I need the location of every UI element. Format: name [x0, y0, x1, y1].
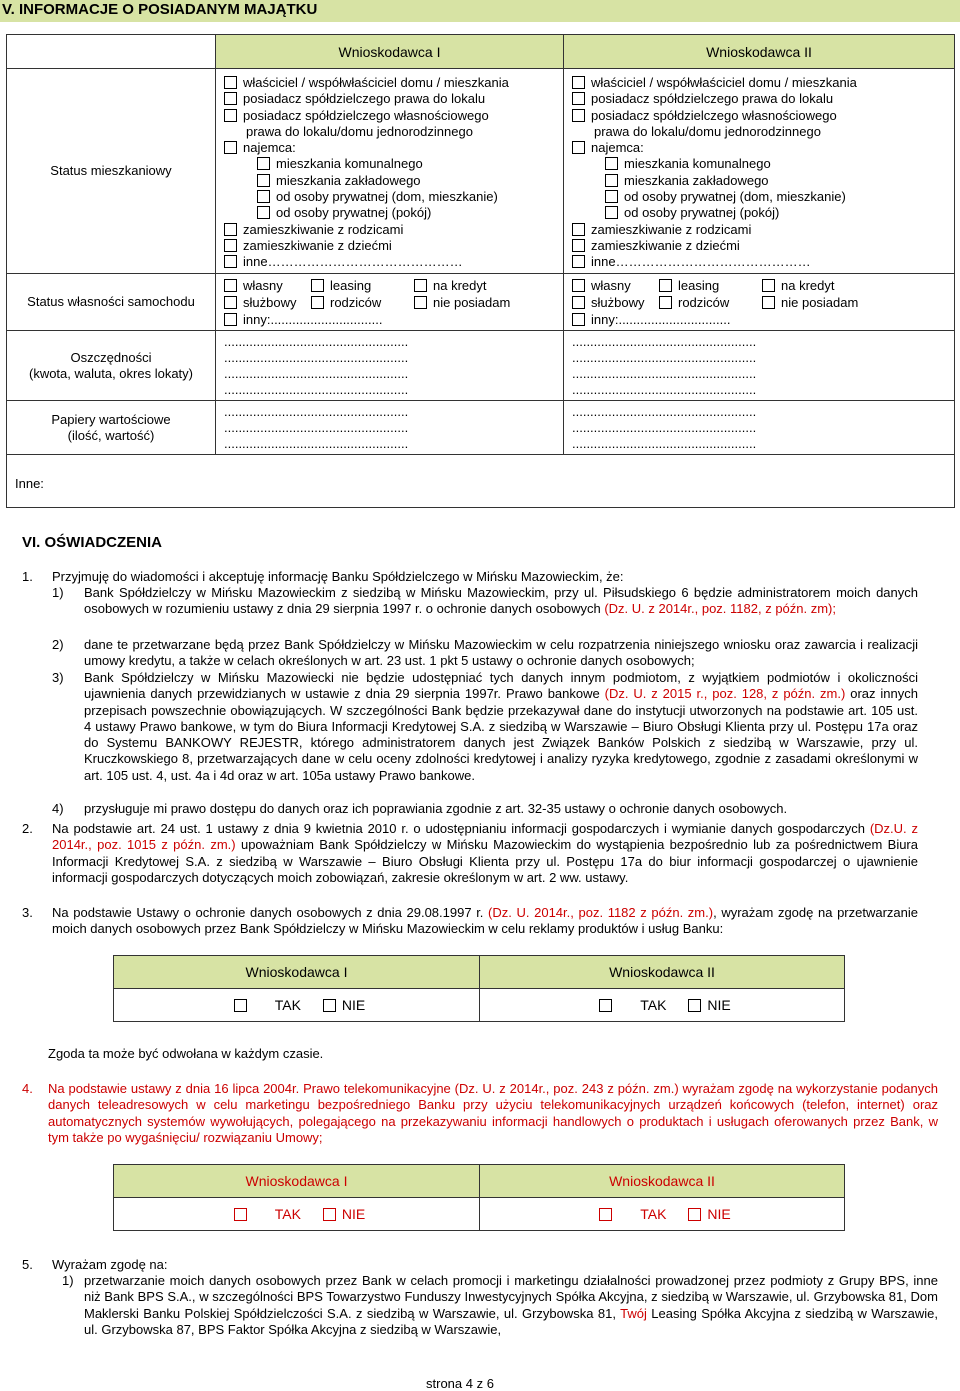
checkbox[interactable]: [224, 296, 237, 309]
securities-applicant-1: ................................................... ................................................... ...................................................: [216, 401, 564, 455]
securities-applicant-2: ................................................... ................................................... ...................................................: [564, 401, 955, 455]
statement-3: Na podstawie Ustawy o ochronie danych osobowych z dnia 29.08.1997 r. (Dz. U. 2014r., poz. 1182 z późn. zm.), wyrażam zgodę na przetwarzanie moich danych osobowych przez Bank Spółdzielczy w Mińsku Mazowieckim w celu reklamy produktów i usług Banku:: [52, 905, 919, 937]
checkbox[interactable]: [311, 296, 324, 309]
statement-4: Na podstawie ustawy z dnia 16 lipca 2004r. Prawo telekomunikacyjne (Dz. U. z 2014r., poz. 243 z późn. zm.) wyrażam zgodę na wykorzystanie podanych danych teleadresowych w celu marketingu bezpośredniego Banku przy użyciu telekomunikacyjnych urządzeń końcowych (telefon, internet) oraz automatycznych systemów wywołujących, polegającego na przekazywaniu informacji handlowych o produktach i usługach oferowanych przez Bank, w tym także po wygaśnięciu/ rozwiązaniu Umowy;: [48, 1081, 938, 1145]
revocable-note: Zgoda ta może być odwołana w każdym czasie.: [48, 1046, 324, 1061]
checkbox[interactable]: [605, 157, 618, 170]
checkbox[interactable]: [572, 313, 585, 326]
checkbox[interactable]: [572, 76, 585, 89]
checkbox[interactable]: [257, 206, 270, 219]
statement-1-2: dane te przetwarzane będą przez Bank Spółdzielczy w Mińsku Mazowieckim w celu rozpatrzenia niniejszego wniosku oraz zawarcia i realizacji umowy kredytu, a także w celach określonych w art. 23 ust. 1 pkt 5 ustawy o ochronie danych osobowych;: [84, 637, 918, 669]
tak-checkbox[interactable]: [234, 999, 247, 1012]
nie-checkbox[interactable]: [323, 1208, 336, 1221]
tak-checkbox[interactable]: [599, 999, 612, 1012]
checkbox[interactable]: [224, 109, 237, 122]
checkbox[interactable]: [572, 92, 585, 105]
nie-checkbox[interactable]: [688, 1208, 701, 1221]
page-number: strona 4 z 6: [426, 1376, 494, 1391]
checkbox[interactable]: [572, 141, 585, 154]
consent-table-telecom: Wnioskodawca I Wnioskodawca II TAK NIE TAK NIE: [113, 1164, 845, 1231]
checkbox[interactable]: [224, 239, 237, 252]
checkbox[interactable]: [605, 190, 618, 203]
car-status-applicant-2: własny leasing na kredyt służbowy rodziców nie posiadam inny:...............................: [564, 274, 955, 331]
section-6-title: VI. OŚWIADCZENIA: [22, 534, 163, 551]
checkbox[interactable]: [257, 157, 270, 170]
applicant-1-header: Wnioskodawca I: [216, 35, 564, 69]
housing-status-applicant-1: właściciel / współwłaściciel domu / mieszkania posiadacz spółdzielczego prawa do lokalu posiadacz spółdzielczego własnościowego prawa do lokalu/domu jednorodzinnego najemca: mieszkania komunalnego mieszkania zakładowego od osoby prywatnej (dom, mieszkanie) od osoby prywatnej (pokój) zamieszkiwanie z rodzicami zamieszkiwanie z dziećmi inne………………………………………: [216, 69, 564, 274]
savings-label: Oszczędności (kwota, waluta, okres lokaty): [7, 331, 216, 401]
checkbox[interactable]: [224, 92, 237, 105]
statement-1-4: przysługuje mi prawo dostępu do danych oraz ich poprawiania zgodnie z art. 32-35 ustawy o ochronie danych osobowych.: [84, 801, 788, 816]
checkbox[interactable]: [572, 239, 585, 252]
section-5-title: V. INFORMACJE O POSIADANYM MAJĄTKU: [0, 0, 960, 22]
checkbox[interactable]: [659, 296, 672, 309]
statement-5: Wyrażam zgodę na:: [52, 1257, 168, 1272]
checkbox[interactable]: [572, 223, 585, 236]
car-status-label: Status własności samochodu: [7, 274, 216, 331]
checkbox[interactable]: [257, 174, 270, 187]
checkbox[interactable]: [224, 255, 237, 268]
checkbox[interactable]: [572, 109, 585, 122]
checkbox[interactable]: [224, 141, 237, 154]
assets-table: [6, 34, 955, 508]
securities-label: Papiery wartościowe (ilość, wartość): [7, 401, 216, 455]
consent-applicant-2-header: Wnioskodawca II: [480, 956, 845, 989]
car-status-applicant-1: własny leasing na kredyt służbowy rodziców nie posiadam inny:...............................: [216, 274, 564, 331]
checkbox[interactable]: [572, 255, 585, 268]
tak-checkbox[interactable]: [234, 1208, 247, 1221]
statement-1: Przyjmuję do wiadomości i akceptuję informację Banku Spółdzielczego w Mińsku Mazowieckim, że:: [52, 569, 624, 584]
consent-applicant-1-header: Wnioskodawca I: [114, 956, 480, 989]
checkbox[interactable]: [224, 313, 237, 326]
checkbox[interactable]: [224, 76, 237, 89]
savings-applicant-2: ................................................... ................................................... ................................................... ...................................................: [564, 331, 955, 401]
housing-status-label: Status mieszkaniowy: [7, 69, 216, 274]
statement-5-1: przetwarzanie moich danych osobowych przez Bank w celach promocji i marketingu działalności prowadzonej przez podmioty z Grupy BPS, inne niż Bank BPS S.A., w szczególności BPS Towarzystwo Funduszy Inwestycyjnych Spółka Akcyjna, z siedzibą w Warszawie, ul. Grzybowska 81, Dom Maklerski Banku Polskiej Spółdzielczości S.A. z siedzibą w Warszawie, ul. Grzybowska 81, Twój Leasing Spółka Akcyjna z siedzibą w Warszawie, ul. Grzybowska 87, BPS Faktor Spółka Akcyjna z siedzibą w Warszawie,: [84, 1273, 939, 1337]
tak-checkbox[interactable]: [599, 1208, 612, 1221]
statement-1-1: Bank Spółdzielczy w Mińsku Mazowieckim z siedzibą w Mińsku Mazowieckim, przy ul. Piłsudskiego 6 będzie administratorem moich danych osobowych w rozumieniu ustawy z dnia 29 sierpnia 1997 r. o ochronie danych osobowych (Dz. U. z 2014r., poz. 1182, z późn. zm);: [84, 585, 918, 617]
checkbox[interactable]: [762, 296, 775, 309]
checkbox[interactable]: [311, 279, 324, 292]
checkbox[interactable]: [257, 190, 270, 203]
checkbox[interactable]: [414, 279, 427, 292]
checkbox[interactable]: [605, 206, 618, 219]
checkbox[interactable]: [572, 279, 585, 292]
checkbox[interactable]: [605, 174, 618, 187]
statement-1-3: Bank Spółdzielczy w Mińsku Mazowiecki nie będzie udostępniać tych danych innym podmiotom, z wyjątkiem podmiotów i okoliczności ujawnienia danych przewidzianych w ustawie z dnia 29 sierpnia 1997r. Prawo bankowe (Dz. U. z 2015 r., poz. 128, z późn. zm.) oraz innych przepisach powszechnie obowiązujących. W szczególności Bank będzie przekazywał dane do instytucji utworzonych na podstawie art. 105 ust. 4 ustawy Prawo bankowe, w tym do Biura Informacji Kredytowej S.A. z siedzibą w Warszawie – Biuro Obsługi Klienta przy ul. Postępu 17a oraz do Systemu BANKOWY REJESTR, którego administratorem danych jest Związek Banków Polskich z siedzibą w Warszawie, przy ul. Kruczkowskiego 8, przetwarzających dane w celu oceny zdolności kredytowej i analizy ryzyka kredytowego, zgodnie z zasadami określonymi w art. 105 ust. 4, ust. 4a i 4d oraz w art. 105a ustawy Prawo bankowe.: [84, 670, 918, 783]
statement-2: Na podstawie art. 24 ust. 1 ustawy z dnia 9 kwietnia 2010 r. o udostępnianiu informacji gospodarczych i wymianie danych gospodarczych (Dz.U. z 2014r., poz. 1015 z późn. zm.) upoważniam Bank Spółdzielczy w Mińsku Mazowieckim do wystąpienia bezpośrednio lub za pośrednictwem Biura Informacji Kredytowej S.A. z siedzibą w Warszawie – Biuro Obsługi Klienta przy ul. Postępu 17a do biur informacji gospodarczej o ujawnienie informacji gospodarczych dotyczących moich zobowiązań, zakresie określonym w art. 2 ww. ustawy.: [52, 821, 918, 885]
consent-applicant-2-header: Wnioskodawca II: [480, 1165, 845, 1198]
applicant-2-header: Wnioskodawca II: [564, 35, 955, 69]
savings-applicant-1: ................................................... ................................................... ................................................... ...................................................: [216, 331, 564, 401]
checkbox[interactable]: [659, 279, 672, 292]
consent-applicant-1-header: Wnioskodawca I: [114, 1165, 480, 1198]
consent-table-marketing: Wnioskodawca I Wnioskodawca II TAK NIE TAK NIE: [113, 955, 845, 1022]
checkbox[interactable]: [224, 223, 237, 236]
nie-checkbox[interactable]: [323, 999, 336, 1012]
other-assets-row: Inne:: [7, 455, 955, 508]
checkbox[interactable]: [762, 279, 775, 292]
checkbox[interactable]: [414, 296, 427, 309]
housing-status-applicant-2: właściciel / współwłaściciel domu / mieszkania posiadacz spółdzielczego prawa do lokalu posiadacz spółdzielczego własnościowego prawa do lokalu/domu jednorodzinnego najemca: mieszkania komunalnego mieszkania zakładowego od osoby prywatnej (dom, mieszkanie) od osoby prywatnej (pokój) zamieszkiwanie z rodzicami zamieszkiwanie z dziećmi inne………………………………………: [564, 69, 955, 274]
checkbox[interactable]: [224, 279, 237, 292]
checkbox[interactable]: [572, 296, 585, 309]
nie-checkbox[interactable]: [688, 999, 701, 1012]
